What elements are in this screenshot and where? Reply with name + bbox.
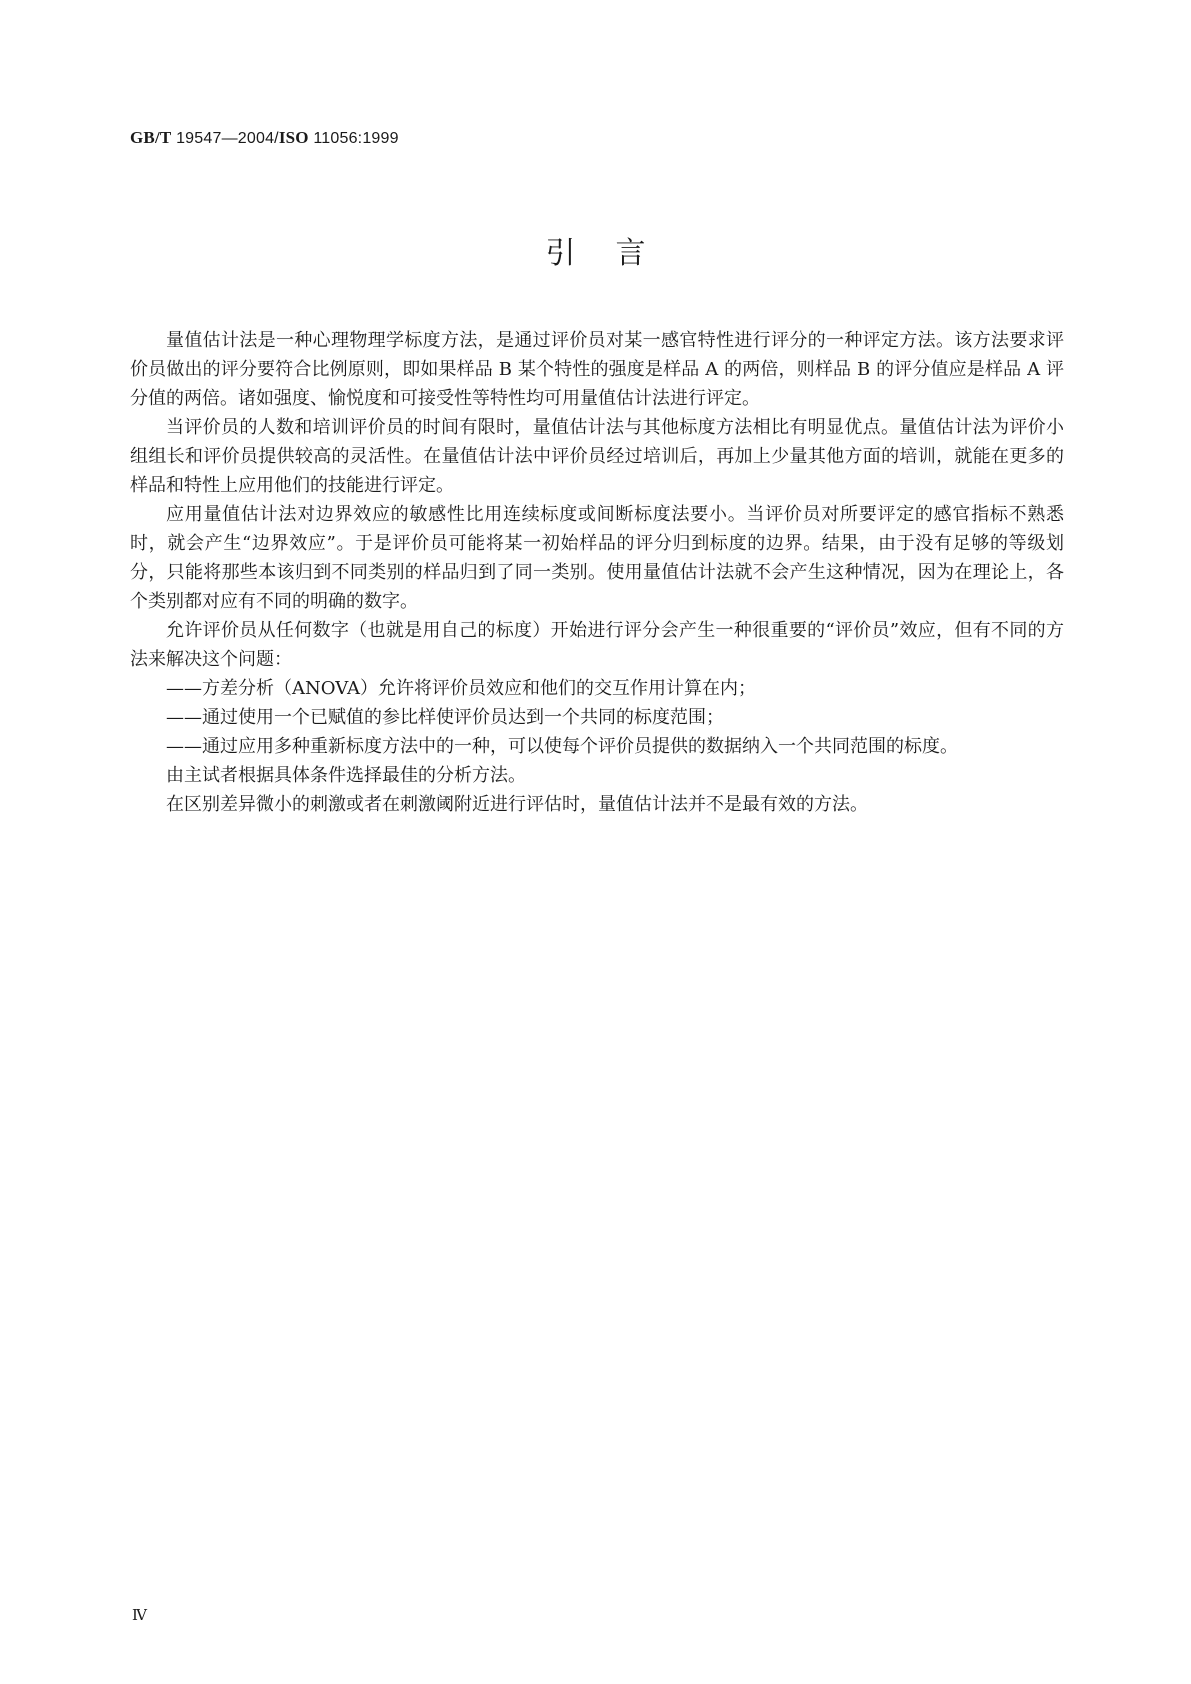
paragraph-2: 当评价员的人数和培训评价员的时间有限时，量值估计法与其他标度方法相比有明显优点。量值估计法为评价小组组长和评价员提供较高的灵活性。在量值估计法中评价员经过培训后，再加上少量其他方面的培训，就能在更多的样品和特性上应用他们的技能进行评定。 xyxy=(130,417,1064,496)
list-item-3 xyxy=(130,732,1064,761)
list-item-text: 通过使用一个已赋值的参比样使评价员达到一个共同的标度范围； xyxy=(202,707,724,728)
paragraph-3: 应用量值估计法对边界效应的敏感性比用连续标度或间断标度法要小。当评价员对所要评定的感官指标不熟悉时，就会产生“边界效应”。于是评价员可能将某一初始样品的评分归到标度的边界。结果，由于没有足够的等级划分，只能将那些本该归到不同类别的样品归到了同一类别。使用量值估计法就不会产生这种情况，因为在理论上，各个类别都对应有不同的明确的数字。 xyxy=(130,504,1064,612)
list-dash: —— xyxy=(166,707,202,728)
list-item-text: 方差分析（ANOVA）允许将评价员效应和他们的交互作用计算在内； xyxy=(202,678,756,699)
paragraph-4: 允许评价员从任何数字（也就是用自己的标度）开始进行评分会产生一种很重要的“评价员”效应，但有不同的方法来解决这个问题： xyxy=(130,620,1064,670)
page-number: Ⅳ xyxy=(132,1608,147,1624)
standard-code-prefix: GB/T xyxy=(130,128,172,147)
list-item-2 xyxy=(130,703,1064,732)
closing-paragraph-2: 在区别差异微小的刺激或者在刺激阈附近进行评估时，量值估计法并不是最有效的方法。 xyxy=(166,794,868,815)
standard-code-iso-number: 11056:1999 xyxy=(308,130,399,147)
document-body xyxy=(130,326,1064,819)
list-item-1 xyxy=(130,674,1064,703)
paragraph-1: 量值估计法是一种心理物理学标度方法，是通过评价员对某一感官特性进行评分的一种评定方法。该方法要求评价员做出的评分要符合比例原则，即如果样品 B 某个特性的强度是样品 A 的两倍，则样品 B 的评分值应是样品 A 评分值的两倍。诸如强度、愉悦度和可接受性等特性均可用量值估计法进行评定。 xyxy=(130,330,1064,409)
standard-code-number: 19547—2004/ xyxy=(171,130,279,147)
list-item-text: 通过应用多种重新标度方法中的一种，可以使每个评价员提供的数据纳入一个共同范围的标度。 xyxy=(202,736,958,757)
closing-paragraph-1: 由主试者根据具体条件选择最佳的分析方法。 xyxy=(166,765,526,786)
list-dash: —— xyxy=(166,736,202,757)
standard-code xyxy=(130,128,399,148)
standard-code-iso: ISO xyxy=(278,128,309,147)
page-title: 引言 xyxy=(545,236,686,271)
list-dash: —— xyxy=(166,678,202,699)
